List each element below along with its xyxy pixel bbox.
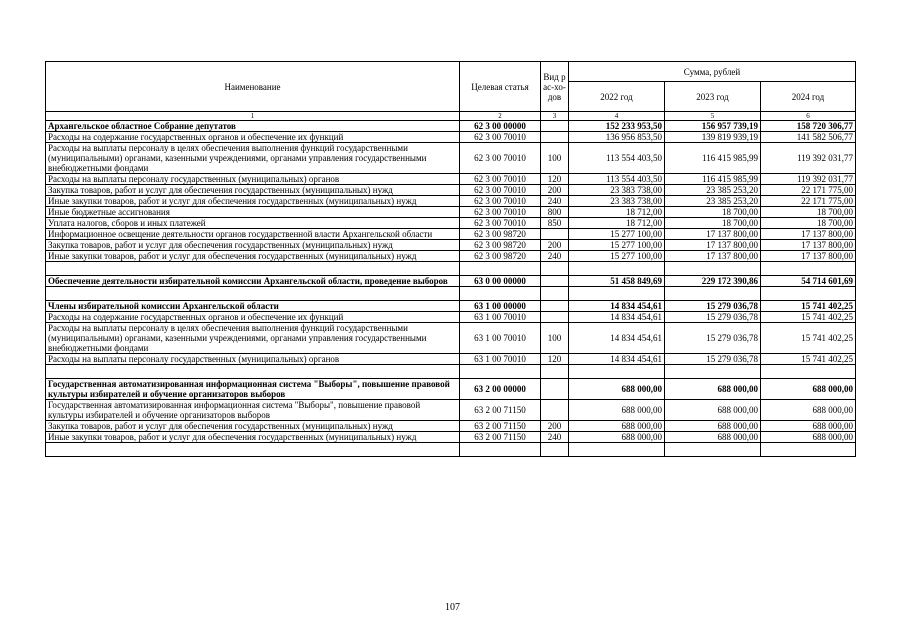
table-body — [46, 121, 856, 457]
row-code: 62 3 00 70010 — [460, 132, 541, 143]
row-sum-2022: 688 000,00 — [569, 421, 665, 432]
row-sum-2023: 15 279 036,78 — [665, 354, 761, 365]
row-sum-2024: 22 171 775,00 — [761, 196, 856, 207]
row-code: 62 3 00 70010 — [460, 196, 541, 207]
row-sum-2023: 17 137 800,00 — [665, 229, 761, 240]
row-sum-2022: 18 712,00 — [569, 218, 665, 229]
row-sum-2023: 116 415 985,99 — [665, 174, 761, 185]
row-sum-2023: 17 137 800,00 — [665, 251, 761, 262]
row-sum-2023: 229 172 390,86 — [665, 276, 761, 287]
row-kind: 200 — [541, 240, 569, 251]
row-name: Расходы на содержание государственных органов и обеспечение их функций — [46, 312, 460, 323]
row-sum-2022: 113 554 403,50 — [569, 174, 665, 185]
row-sum-2022: 688 000,00 — [569, 400, 665, 421]
row-sum-2023: 688 000,00 — [665, 400, 761, 421]
row-kind: 200 — [541, 421, 569, 432]
row-sum-2024: 158 720 306,77 — [761, 121, 856, 132]
row-sum-2023: 15 279 036,78 — [665, 312, 761, 323]
row-name — [46, 443, 460, 457]
row-sum-2023: 139 819 939,19 — [665, 132, 761, 143]
table-row — [46, 174, 856, 185]
row-sum-2022: 15 277 100,00 — [569, 229, 665, 240]
row-sum-2024: 17 137 800,00 — [761, 251, 856, 262]
row-name: Архангельское областное Собрание депутатов — [46, 121, 460, 132]
row-name: Расходы на выплаты персоналу в целях обеспечения выполнения функций государственными (муниципальными) органами, казенными учреждениями, органами управления государственными внебюджетными фондами — [46, 143, 460, 174]
row-code: 63 2 00 71150 — [460, 400, 541, 421]
row-kind: 120 — [541, 174, 569, 185]
row-code: 62 3 00 98720 — [460, 229, 541, 240]
row-kind — [541, 443, 569, 457]
row-code: 62 3 00 00000 — [460, 121, 541, 132]
column-index: 1 — [46, 112, 460, 121]
row-kind — [541, 400, 569, 421]
row-sum-2023 — [665, 287, 761, 301]
row-kind: 100 — [541, 323, 569, 354]
row-sum-2023: 688 000,00 — [665, 421, 761, 432]
row-name: Члены избирательной комиссии Архангельской области — [46, 301, 460, 312]
row-sum-2024: 17 137 800,00 — [761, 240, 856, 251]
row-name: Обеспечение деятельности избирательной комиссии Архангельской области, проведение выборов — [46, 276, 460, 287]
row-sum-2022 — [569, 365, 665, 379]
row-sum-2022 — [569, 262, 665, 276]
table-row — [46, 229, 856, 240]
row-name: Государственная автоматизированная информационная система "Выборы", повышение правовой культуры избирателей и обучение организаторов выборов — [46, 379, 460, 400]
row-sum-2024: 18 700,00 — [761, 218, 856, 229]
row-sum-2024: 54 714 601,69 — [761, 276, 856, 287]
spacer-row — [46, 262, 856, 276]
row-kind — [541, 121, 569, 132]
row-sum-2023: 23 385 253,20 — [665, 185, 761, 196]
row-sum-2024: 15 741 402,25 — [761, 323, 856, 354]
row-sum-2024 — [761, 365, 856, 379]
table-row — [46, 312, 856, 323]
table-row — [46, 323, 856, 354]
row-name: Закупка товаров, работ и услуг для обеспечения государственных (муниципальных) нужд — [46, 421, 460, 432]
header-2024: 2024 год — [761, 82, 856, 112]
row-sum-2024: 119 392 031,77 — [761, 143, 856, 174]
row-kind: 800 — [541, 207, 569, 218]
table-row — [46, 132, 856, 143]
spacer-row — [46, 287, 856, 301]
row-sum-2023 — [665, 262, 761, 276]
row-name: Уплата налогов, сборов и иных платежей — [46, 218, 460, 229]
column-index: 3 — [541, 112, 569, 121]
row-sum-2022: 51 458 849,69 — [569, 276, 665, 287]
row-code — [460, 365, 541, 379]
row-sum-2024: 15 741 402,25 — [761, 312, 856, 323]
row-sum-2022: 14 834 454,61 — [569, 323, 665, 354]
row-code: 63 1 00 70010 — [460, 312, 541, 323]
row-kind — [541, 262, 569, 276]
row-sum-2023 — [665, 365, 761, 379]
header-target: Целевая статья — [460, 62, 541, 112]
row-name — [46, 365, 460, 379]
row-kind: 120 — [541, 354, 569, 365]
header-kind: Вид рас-хо-дов — [541, 62, 569, 112]
row-sum-2024: 141 582 506,77 — [761, 132, 856, 143]
table-row — [46, 421, 856, 432]
row-kind: 240 — [541, 196, 569, 207]
header-2022: 2022 год — [569, 82, 665, 112]
row-code: 63 2 00 00000 — [460, 379, 541, 400]
table-row — [46, 121, 856, 132]
row-code: 63 1 00 00000 — [460, 301, 541, 312]
table-row — [46, 276, 856, 287]
table-row — [46, 432, 856, 443]
row-code: 63 0 00 00000 — [460, 276, 541, 287]
row-code: 62 3 00 70010 — [460, 207, 541, 218]
row-name: Иные закупки товаров, работ и услуг для обеспечения государственных (муниципальных) нужд — [46, 432, 460, 443]
row-sum-2022: 18 712,00 — [569, 207, 665, 218]
row-code: 62 3 00 70010 — [460, 174, 541, 185]
column-index: 2 — [460, 112, 541, 121]
spacer-row — [46, 443, 856, 457]
row-name: Расходы на выплаты персоналу государственных (муниципальных) органов — [46, 174, 460, 185]
row-sum-2023: 688 000,00 — [665, 432, 761, 443]
table-row — [46, 143, 856, 174]
row-name: Расходы на выплаты персоналу государственных (муниципальных) органов — [46, 354, 460, 365]
row-kind — [541, 276, 569, 287]
row-kind: 240 — [541, 251, 569, 262]
row-sum-2024: 688 000,00 — [761, 421, 856, 432]
table-row — [46, 218, 856, 229]
table-row — [46, 354, 856, 365]
row-sum-2022: 688 000,00 — [569, 379, 665, 400]
row-sum-2022: 113 554 403,50 — [569, 143, 665, 174]
row-code: 62 3 00 98720 — [460, 251, 541, 262]
row-name: Государственная автоматизированная информационная система "Выборы", повышение правовой культуры избирателей и обучение организаторов выборов — [46, 400, 460, 421]
budget-table — [45, 61, 856, 457]
row-sum-2022: 152 233 953,50 — [569, 121, 665, 132]
row-code: 63 1 00 70010 — [460, 354, 541, 365]
column-index: 5 — [665, 112, 761, 121]
row-sum-2023: 15 279 036,78 — [665, 323, 761, 354]
row-sum-2022: 136 956 853,50 — [569, 132, 665, 143]
row-sum-2024 — [761, 262, 856, 276]
header-sum: Сумма, рублей — [569, 62, 856, 82]
table-row — [46, 207, 856, 218]
row-sum-2022 — [569, 443, 665, 457]
row-sum-2024 — [761, 443, 856, 457]
row-sum-2022 — [569, 287, 665, 301]
row-sum-2022: 23 383 738,00 — [569, 185, 665, 196]
table-row — [46, 185, 856, 196]
row-name — [46, 262, 460, 276]
row-sum-2022: 14 834 454,61 — [569, 354, 665, 365]
row-sum-2023: 18 700,00 — [665, 207, 761, 218]
row-sum-2024: 18 700,00 — [761, 207, 856, 218]
row-sum-2022: 688 000,00 — [569, 432, 665, 443]
row-sum-2024: 22 171 775,00 — [761, 185, 856, 196]
table-row — [46, 400, 856, 421]
row-name: Иные бюджетные ассигнования — [46, 207, 460, 218]
row-sum-2024: 688 000,00 — [761, 432, 856, 443]
row-code: 62 3 00 70010 — [460, 185, 541, 196]
spacer-row — [46, 365, 856, 379]
column-index: 4 — [569, 112, 665, 121]
row-kind — [541, 365, 569, 379]
row-code: 63 2 00 71150 — [460, 421, 541, 432]
row-name: Иные закупки товаров, работ и услуг для обеспечения государственных (муниципальных) нужд — [46, 196, 460, 207]
row-code: 62 3 00 70010 — [460, 218, 541, 229]
table-row — [46, 301, 856, 312]
row-code — [460, 262, 541, 276]
row-kind: 850 — [541, 218, 569, 229]
row-sum-2024: 15 741 402,25 — [761, 301, 856, 312]
row-kind: 200 — [541, 185, 569, 196]
row-name: Закупка товаров, работ и услуг для обеспечения государственных (муниципальных) нужд — [46, 185, 460, 196]
row-kind: 240 — [541, 432, 569, 443]
row-name: Информационное освещение деятельности органов государственной власти Архангельской области — [46, 229, 460, 240]
table-row — [46, 379, 856, 400]
row-code — [460, 287, 541, 301]
table-row — [46, 251, 856, 262]
row-sum-2024: 15 741 402,25 — [761, 354, 856, 365]
row-kind — [541, 287, 569, 301]
row-kind — [541, 379, 569, 400]
row-sum-2022: 15 277 100,00 — [569, 240, 665, 251]
row-sum-2023: 23 385 253,20 — [665, 196, 761, 207]
row-name: Расходы на содержание государственных органов и обеспечение их функций — [46, 132, 460, 143]
row-name: Иные закупки товаров, работ и услуг для обеспечения государственных (муниципальных) нужд — [46, 251, 460, 262]
row-sum-2024: 119 392 031,77 — [761, 174, 856, 185]
header-name: Наименование — [46, 62, 460, 112]
row-sum-2024: 17 137 800,00 — [761, 229, 856, 240]
row-sum-2023 — [665, 443, 761, 457]
column-index: 6 — [761, 112, 856, 121]
header-2023: 2023 год — [665, 82, 761, 112]
table-row — [46, 240, 856, 251]
row-name: Закупка товаров, работ и услуг для обеспечения государственных (муниципальных) нужд — [46, 240, 460, 251]
row-sum-2024: 688 000,00 — [761, 400, 856, 421]
row-kind — [541, 301, 569, 312]
table-row — [46, 196, 856, 207]
row-sum-2022: 14 834 454,61 — [569, 312, 665, 323]
row-kind: 100 — [541, 143, 569, 174]
row-kind — [541, 312, 569, 323]
row-name: Расходы на выплаты персоналу в целях обеспечения выполнения функций государственными (муниципальными) органами, казенными учреждениями, органами управления государственными внебюджетными фондами — [46, 323, 460, 354]
row-sum-2023: 688 000,00 — [665, 379, 761, 400]
page-number: 107 — [445, 602, 460, 613]
row-sum-2023: 17 137 800,00 — [665, 240, 761, 251]
row-code: 62 3 00 70010 — [460, 143, 541, 174]
row-code — [460, 443, 541, 457]
row-sum-2023: 15 279 036,78 — [665, 301, 761, 312]
row-code: 63 2 00 71150 — [460, 432, 541, 443]
row-code: 63 1 00 70010 — [460, 323, 541, 354]
row-sum-2023: 18 700,00 — [665, 218, 761, 229]
row-sum-2022: 23 383 738,00 — [569, 196, 665, 207]
row-kind — [541, 229, 569, 240]
column-index-row — [46, 112, 856, 121]
row-sum-2022: 14 834 454,61 — [569, 301, 665, 312]
row-sum-2023: 156 957 739,19 — [665, 121, 761, 132]
row-sum-2024 — [761, 287, 856, 301]
row-sum-2022: 15 277 100,00 — [569, 251, 665, 262]
row-sum-2024: 688 000,00 — [761, 379, 856, 400]
row-kind — [541, 132, 569, 143]
row-sum-2023: 116 415 985,99 — [665, 143, 761, 174]
row-code: 62 3 00 98720 — [460, 240, 541, 251]
row-name — [46, 287, 460, 301]
